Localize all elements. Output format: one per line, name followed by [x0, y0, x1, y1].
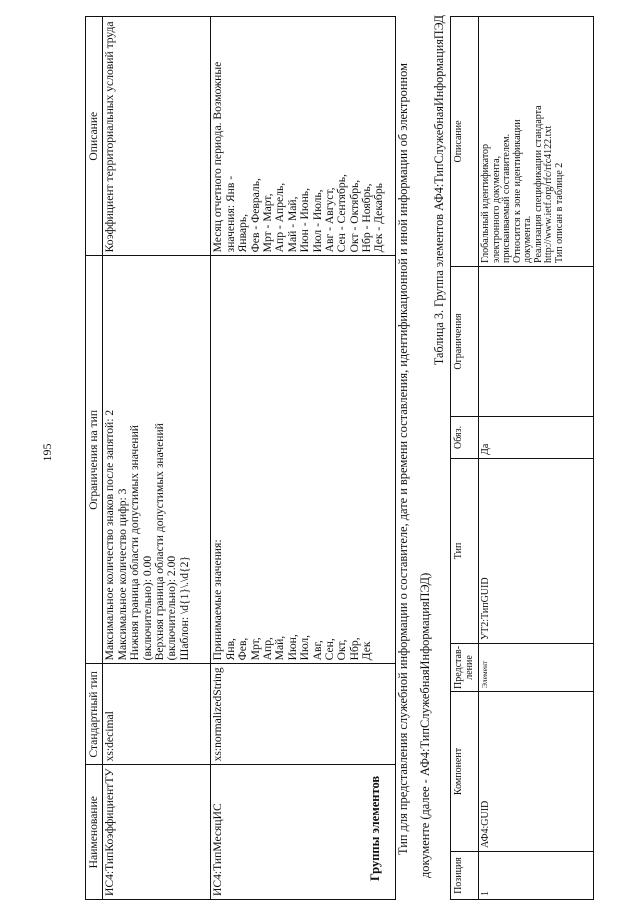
- limit-line: Дек: [360, 641, 374, 661]
- required-cell: Да: [479, 416, 594, 458]
- description-line: Май - Май,: [285, 196, 299, 253]
- description-line: Июн - Июнь,: [298, 188, 312, 253]
- description-line: http://www.ietf.org/rfc/rfc4122.txt: [543, 125, 554, 263]
- description-cell: [211, 17, 396, 256]
- limit-line: (включительно): 2.00: [165, 555, 179, 661]
- description-cell: [479, 17, 594, 267]
- table-row: [479, 17, 594, 900]
- column-header: Компонент: [451, 692, 479, 852]
- description-line: Относится к зоне идентификации: [511, 119, 523, 263]
- description-line: Сен - Сентябрь,: [335, 174, 349, 253]
- type-limits-cell: [103, 256, 211, 664]
- description-line: Апр - Апрель,: [273, 182, 287, 253]
- representation-cell: Элемент: [479, 643, 594, 691]
- description-line: Реализация спецификации стандарта: [532, 105, 544, 263]
- element-group-table: [450, 16, 594, 900]
- limit-line: (включительно): 0.00: [140, 555, 154, 661]
- column-header: Позиция: [451, 852, 479, 900]
- description-line: Нбр - Ноябрь,: [360, 183, 374, 253]
- table-header-row: [86, 17, 103, 900]
- description-line: Фев - Февраль,: [248, 178, 262, 253]
- description-line: Январь,: [236, 213, 250, 253]
- description-line: Окт - Октябрь,: [347, 179, 361, 253]
- column-header: Ограничения: [451, 266, 479, 416]
- limit-line: Янв,: [223, 638, 237, 661]
- table-row: [211, 17, 396, 900]
- limit-line: Мрт,: [248, 637, 262, 661]
- limit-line: Сен,: [322, 638, 336, 661]
- type-limits-cell: [211, 256, 396, 664]
- section-heading: Группы элементов: [368, 775, 382, 881]
- description-line: присваиваемый составителем.: [501, 133, 512, 263]
- column-header: Наименование: [86, 765, 103, 900]
- description-line: Дек - Декабрь: [372, 183, 386, 253]
- limit-line: Фев,: [236, 637, 250, 661]
- limit-line: Май,: [273, 635, 287, 661]
- limit-line: Нбр,: [347, 637, 361, 661]
- limits-cell: [479, 266, 594, 416]
- standard-type-cell: xs:normalizedString: [211, 664, 396, 765]
- description-line: Месяц отчетного периода. Возможные значения: Янв -: [211, 61, 237, 253]
- table-row: [103, 17, 211, 900]
- description-line: Мрт - Март,: [260, 193, 274, 253]
- limit-line: Шаблон: \d{1}\.\d{2}: [177, 555, 191, 661]
- type-name-cell: ИС4:ТипКоэффициентТУ: [103, 765, 211, 900]
- description-cell: [103, 17, 211, 256]
- limit-line: Верхняя граница области допустимых значений: [152, 423, 166, 661]
- column-header: Обяз.: [451, 416, 479, 458]
- position-cell: 1: [479, 852, 594, 900]
- component-cell: АФ4:GUID: [479, 692, 594, 852]
- column-header: Стандартный тип: [86, 664, 103, 765]
- limit-line: Апр,: [260, 637, 274, 661]
- column-header: Тип: [451, 458, 479, 643]
- description-line: Авг - Август,: [322, 187, 336, 253]
- limit-line: Июл,: [298, 634, 312, 661]
- description-line: Коэффициент территориальных условий труда: [103, 21, 117, 253]
- standard-type-cell: xs:decimal: [103, 664, 211, 765]
- description-line: электронного документа,: [490, 155, 502, 263]
- types-table: [85, 16, 396, 900]
- description-line: Июл - Июль,: [310, 189, 324, 253]
- limit-line: Максимальное количество цифр: 3: [115, 488, 129, 661]
- limit-line: Принимаемые значения:: [211, 539, 225, 661]
- limit-line: Нижняя граница области допустимых значений: [128, 425, 142, 661]
- limit-line: Максимальное количество знаков после запятой: 2: [103, 409, 117, 661]
- column-header: Описание: [451, 17, 479, 267]
- column-header: Ограничения на тип: [86, 256, 103, 664]
- column-header: Описание: [86, 17, 103, 256]
- description-line: документа.: [522, 215, 533, 263]
- description-line: Глобальный идентификатор: [480, 143, 491, 263]
- page-number: 195: [40, 443, 54, 462]
- limit-line: Июн,: [285, 634, 299, 661]
- column-header: Представ-ление: [451, 643, 479, 691]
- description-line: Тип описан в таблице 2: [553, 162, 565, 263]
- table-caption: Таблица 3. Группа элементов АФ4:ТипСлужебнаяИнформацияПЭД: [432, 15, 446, 366]
- type-name-cell: ИС4:ТипМесяцИС: [211, 765, 396, 900]
- limit-line: Окт,: [335, 639, 349, 661]
- type-cell: УТ2:ТипGUID: [479, 458, 594, 643]
- limit-line: Авг,: [310, 640, 324, 661]
- body-paragraph: Тип для представления служебной информации о составителе, дате и времени составления, идентификационной и иной информации об электронном документе (далее - АФ4:ТипСлужебнаяИнформацияПЭД): [396, 63, 432, 878]
- table-header-row: [451, 17, 479, 900]
